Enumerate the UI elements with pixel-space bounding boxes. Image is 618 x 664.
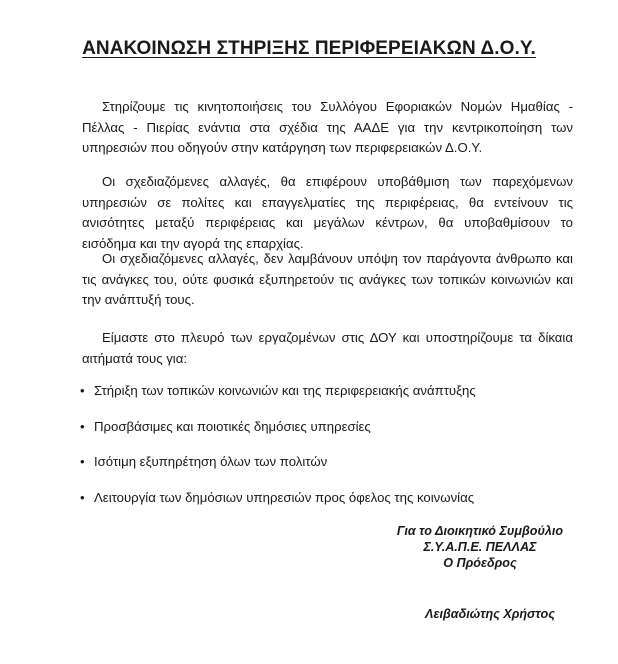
bullet-icon: • — [80, 489, 85, 505]
list-item-text: Στήριξη των τοπικών κοινωνιών και της περιφερειακής ανάπτυξης — [94, 383, 476, 398]
list-item-text: Προσβάσιμες και ποιοτικές δημόσιες υπηρεσίες — [94, 418, 371, 434]
document-title: ΑΝΑΚΟΙΝΩΣΗ ΣΤΗΡΙΞΗΣ ΠΕΡΙΦΕΡΕΙΑΚΩΝ Δ.Ο.Υ. — [82, 38, 536, 59]
demands-list — [80, 381, 580, 523]
signature-board: Για το Διοικητικό Συμβούλιο — [396, 524, 564, 538]
paragraph-demands-intro: Είμαστε στο πλευρό των εργαζομένων στις ΔΟΥ και υποστηρίζουμε τα δίκαια αιτήματά τους για: — [82, 330, 573, 366]
paragraph-human-factor: Οι σχεδιαζόμενες αλλαγές, δεν λαμβάνουν υπόψη τον παράγοντα άνθρωπο και τις ανάγκες του, ούτε φυσικά εξυπηρετούν τις ανάγκες των τοπικών κοινωνιών και την ανάπτυξή τους. — [82, 251, 573, 307]
signature-role: Ο Πρόεδρος — [443, 556, 517, 570]
list-item-text: Ισότιμη εξυπηρέτηση όλων των πολιτών — [94, 454, 328, 469]
list-item — [80, 381, 580, 417]
paragraph-support: Στηρίζουμε τις κινητοποιήσεις του Συλλόγου Εφοριακών Νομών Ημαθίας - Πέλλας - Πιερίας ενάντια στα σχέδια της ΑΑΔΕ για την κεντρικοποίηση των υπηρεσιών που οδηγούν στην κατάργηση των περιφερειακών Δ.Ο.Υ. — [82, 99, 573, 155]
paragraph-consequences: Οι σχεδιαζόμενες αλλαγές, θα επιφέρουν υποβάθμιση των παρεχόμενων υπηρεσιών σε πολίτες και επαγγελματίες της περιφέρειας, θα εντείνουν τις ανισότητες μεταξύ περιφέρειας και μεγάλων κέντρων, θα υποβαθμίσουν το εισόδημα και την αγορά της επαρχίας. — [82, 174, 573, 251]
bullet-icon: • — [80, 383, 85, 398]
list-item-text: Λειτουργία των δημόσιων υπηρεσιών προς όφελος της κοινωνίας — [94, 489, 475, 505]
list-item — [80, 452, 580, 488]
signature-union: Σ.Υ.Α.Π.Ε. ΠΕΛΛΑΣ — [423, 540, 537, 554]
list-item — [80, 417, 580, 453]
bullet-icon: • — [80, 454, 85, 469]
signature-name: Λειβαδιώτης Χρήστος — [425, 607, 555, 621]
list-item — [80, 488, 580, 524]
bullet-icon: • — [80, 418, 85, 434]
